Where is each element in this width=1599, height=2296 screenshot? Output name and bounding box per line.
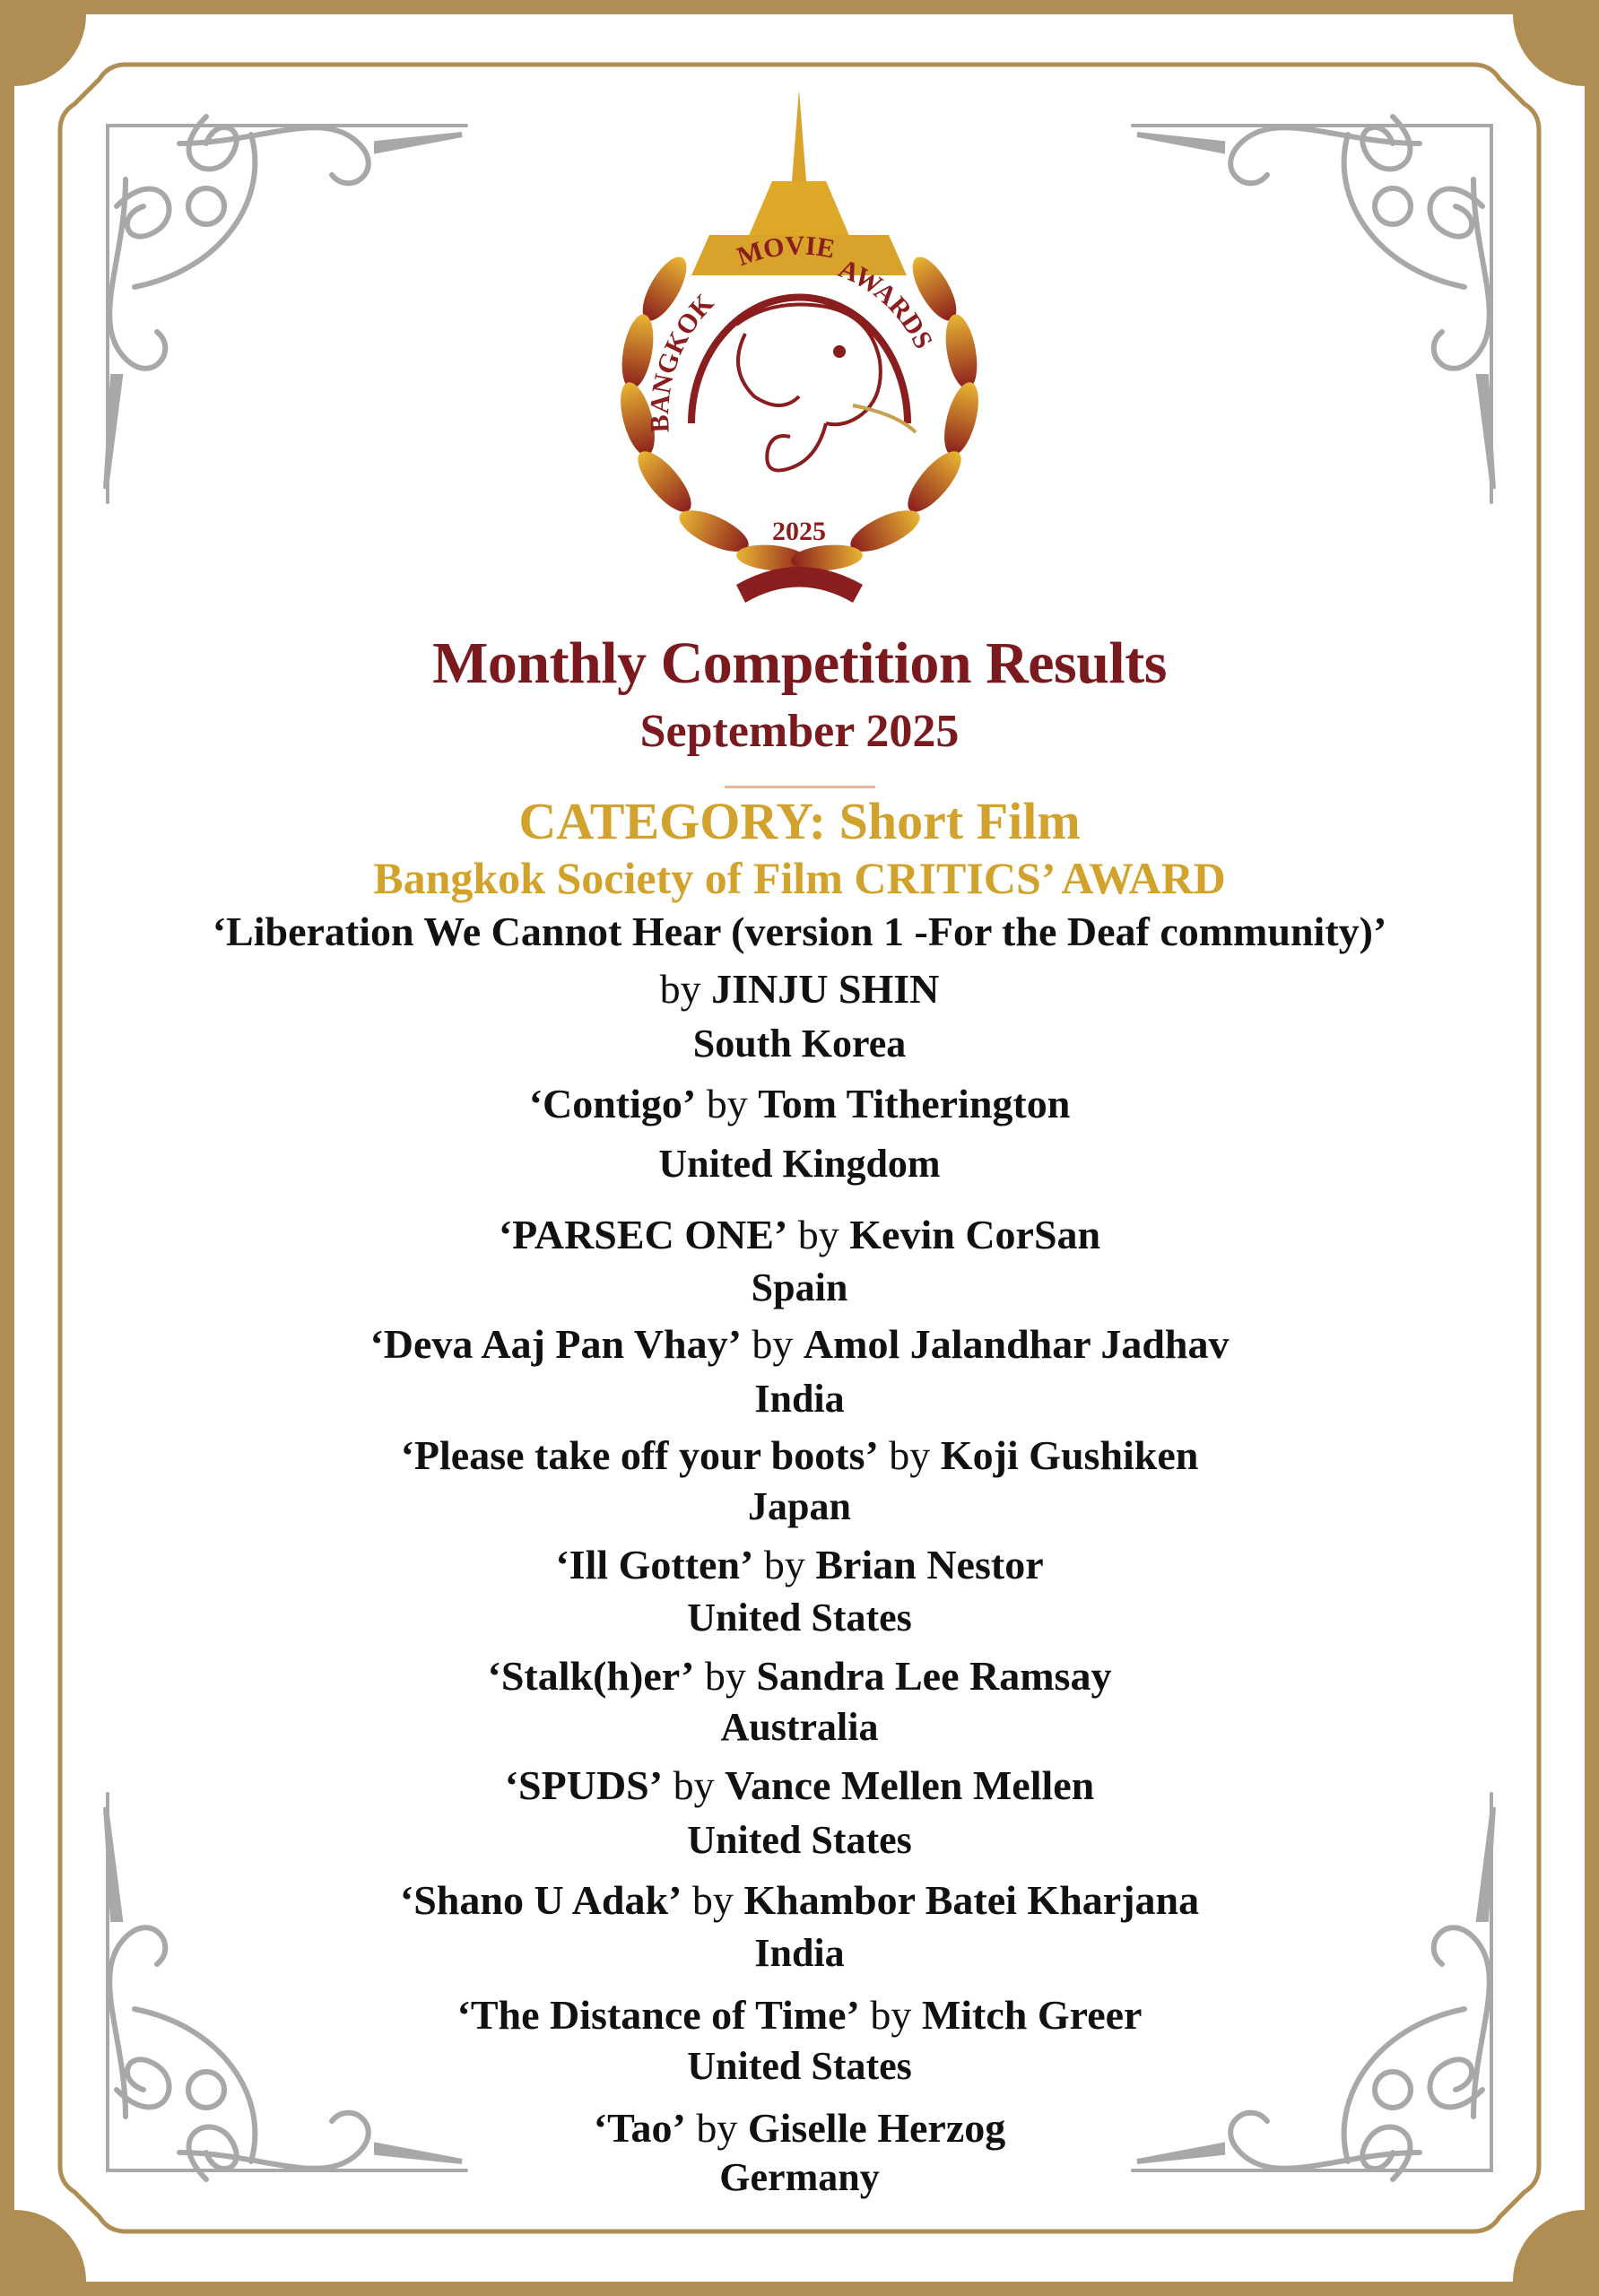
entry-line [108, 1320, 1491, 1368]
logo-text-movie: MOVIE [733, 230, 838, 273]
director-name: Koji Gushiken [940, 1432, 1199, 1478]
entry-country: United States [687, 1818, 912, 1862]
director-name: Giselle Herzog [747, 2105, 1006, 2151]
certificate-content [108, 0, 1491, 2296]
by-label: by [691, 1877, 734, 1923]
entry-country: India [754, 1931, 845, 1975]
film-title: ‘Contigo’ [528, 1081, 697, 1126]
entry-country: United Kingdom [658, 1142, 941, 1186]
by-label: by [673, 1762, 715, 1808]
title-divider [725, 786, 875, 788]
entry-line [108, 1761, 1491, 1809]
director-name: Kevin CorSan [849, 1212, 1101, 1257]
logo-text-awards: AWARDS [834, 253, 939, 354]
entry-country: Australia [720, 1705, 879, 1749]
film-title: ‘Stalk(h)er’ [487, 1653, 695, 1699]
director-name: Khambor Batei Kharjana [743, 1877, 1200, 1923]
director-name: Sandra Lee Ramsay [756, 1653, 1112, 1699]
film-title: ‘PARSEC ONE’ [498, 1212, 788, 1257]
month-subtitle: September 2025 [639, 706, 960, 757]
corner-tab-top-left [14, 14, 86, 86]
film-title: ‘Liberation We Cannot Hear (version 1 -For the Deaf community)’ [212, 909, 1387, 954]
film-title: ‘SPUDS’ [504, 1762, 664, 1808]
entry-line [108, 1991, 1491, 2039]
entry-country: United States [687, 1596, 912, 1639]
entry-country: Germany [719, 2155, 880, 2199]
award-logo [557, 83, 1042, 612]
spire-icon [792, 90, 806, 181]
film-title: ‘Please take off your boots’ [400, 1432, 879, 1478]
elephant-icon [736, 305, 916, 471]
logo-text-bangkok: BANGKOK [644, 288, 720, 434]
entry-line [108, 1652, 1491, 1700]
entry-country: United States [687, 2044, 912, 2088]
by-label: by [889, 1432, 931, 1478]
entry-title-line [108, 908, 1491, 955]
entry-country: South Korea [692, 1022, 907, 1065]
logo-year: 2025 [772, 517, 826, 546]
corner-tab-top-right [1513, 14, 1585, 86]
entry-director-line [108, 965, 1491, 1013]
entry-line [108, 1876, 1491, 1924]
by-label: by [659, 966, 701, 1012]
corner-tab-bottom-left [14, 2210, 86, 2282]
film-title: ‘The Distance of Time’ [456, 1992, 860, 2038]
entry-country: Spain [751, 1265, 848, 1309]
entry-line [108, 1211, 1491, 1258]
ribbon-icon [736, 567, 863, 603]
entry-line [108, 1541, 1491, 1588]
director-name: Brian Nestor [815, 1542, 1044, 1587]
by-label: by [752, 1321, 794, 1367]
page-title: Monthly Competition Results [432, 631, 1167, 696]
by-label: by [706, 1081, 748, 1126]
entry-country: Japan [748, 1484, 851, 1528]
entry-line [108, 1431, 1491, 1479]
film-title: ‘Deva Aaj Pan Vhay’ [369, 1321, 742, 1367]
film-title: ‘Tao’ [593, 2105, 686, 2151]
award-name: Bangkok Society of Film CRITICS’ AWARD [373, 853, 1226, 903]
entry-line [108, 1080, 1491, 1127]
by-label: by [704, 1653, 746, 1699]
entry-line [108, 2104, 1491, 2152]
entry-country: India [754, 1377, 845, 1421]
by-label: by [763, 1542, 805, 1587]
director-name: Vance Mellen Mellen [725, 1762, 1095, 1808]
director-name: Mitch Greer [921, 1992, 1143, 2038]
by-label: by [870, 1992, 912, 2038]
director-name: JINJU SHIN [711, 966, 940, 1012]
category-heading: CATEGORY: Short Film [518, 792, 1081, 850]
director-name: Tom Titherington [758, 1081, 1071, 1126]
film-title: ‘Shano U Adak’ [399, 1877, 682, 1923]
by-label: by [696, 2105, 738, 2151]
by-label: by [797, 1212, 839, 1257]
laurel-elephant-emblem [557, 83, 1042, 612]
film-title: ‘Ill Gotten’ [555, 1542, 754, 1587]
corner-tab-bottom-right [1513, 2210, 1585, 2282]
director-name: Amol Jalandhar Jadhav [803, 1321, 1230, 1367]
